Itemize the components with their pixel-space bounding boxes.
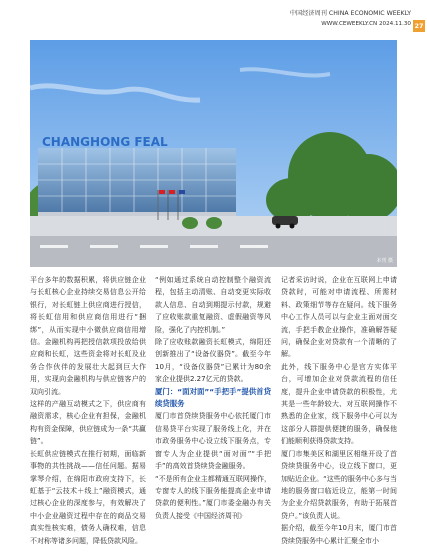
paragraph: 这样的产融互动模式之下，供应商有融资需求，核心企业有担保，金融机构有资金保障，供应链成为一条“共赢链”。 <box>30 400 146 446</box>
paragraph: 除了应收账款融资长虹模式，绵阳还创新推出了“设备仪器贷”。截至今年10月，“设备仪器贷”已累计为80余家企业提供2.27亿元的贷款。 <box>155 338 271 384</box>
paragraph: 此外，线下服务中心是官方实体平台，可增加企业对贷款流程的信任度，提升企业申请贷款的积极性，尤其是一些年龄较大、对互联网操作不熟悉的企业家，线下服务中心可以为这部分人群提供便捷的服务，确保他们能顺利获得贷款支持。 <box>281 362 397 446</box>
issue-date: 2024.11.30 <box>378 21 411 27</box>
magazine-name <box>290 9 411 19</box>
paragraph: 厦门市首贷续贷服务中心依托厦门市信易贷平台实现了服务线上化，并在市政务服务中心设立线下服务点，专窗专人为企业提供“面对面”“手把手”的高效首贷续贷金融服务。 <box>155 412 271 471</box>
paragraph: “不是所有企业主都精通互联网操作，专窗专人的线下服务能提高企业申请贷款的便利性。”厦门市委金融办有关负责人接受《中国经济周刊》 <box>155 474 271 520</box>
section-heading: 厦门：“面对面”“手把手”提供首贷续贷服务 <box>155 386 271 409</box>
page-header <box>289 9 424 30</box>
website-text: WWW.CEWEEKLY.CN <box>321 21 378 27</box>
text-column-2 <box>155 274 271 522</box>
building-sign-text: CHANGHONG FEAL <box>42 135 168 149</box>
paragraph: 平台多年的数据积累，将供应链企业与长虹核心企业持续交易信息公开给银行，对长虹链上供应商进行授信，将长虹信用和供应商信用进行“捆绑”，从而实现中小微供应商信用增信。金融机构再把授信款项投放给供应商和长虹，这些资金将对长虹及业务合作伙伴的发展壮大起到巨大作用，实现向金融机构与供应链客户的双向引流。 <box>30 276 146 396</box>
magazine-name-cn: 中国经济周刊 <box>289 10 327 17</box>
magazine-website-date <box>290 19 411 29</box>
factory-photo <box>30 40 397 267</box>
paragraph: 记者采访时说，企业在互联网上申请贷款时，可能对申请流程、所需材料、政策细节等存在疑问。线下服务中心工作人员可以与企业主面对面交流，手把手教企业操作，准确解答疑问，确保企业对贷款有一个清晰的了解。 <box>281 276 397 359</box>
text-column-3 <box>281 274 397 547</box>
factory-building-illustration <box>30 40 397 267</box>
photo-credit: 本刊 摄 <box>376 258 393 264</box>
magazine-name-en: CHINA ECONOMIC WEEKLY <box>328 10 411 17</box>
paragraph: 长虹供应链模式在推行初期，面临新事物的共性挑战——信任问题。据易掌琴介绍，在绵阳市政府支持下，长虹基于“云技术＋线上”融资模式，通过核心企业的深度参与，有效解决了中小企业融资过程中存在的商品交易真实性核实难，债务人确权难，信息不对称等诸多问题，降低贷款风险。 <box>30 449 146 545</box>
paragraph: 据介绍，截至今年10月末，厦门市首贷续贷服务中心累计汇聚全市小 <box>281 524 397 545</box>
page-number: 27 <box>414 22 424 30</box>
paragraph: “例如通过系统自动控制整个融资流程，包括主动清账、自动变更实际收款人信息、自动到期提示付款，规避了应收账款重复融资、虚假融资等风险，强化了内控机制。” <box>155 276 271 334</box>
paragraph: 厦门市集美区和湖里区相继开设了首贷续贷服务中心，设立线下窗口，更加贴近企业。“这些的服务中心多与当地的服务窗口临近设立，能第一时间为企业介绍贷款服务，有助于拓展首贷户。”该负责人说。 <box>281 449 397 520</box>
text-column-1 <box>30 274 146 547</box>
